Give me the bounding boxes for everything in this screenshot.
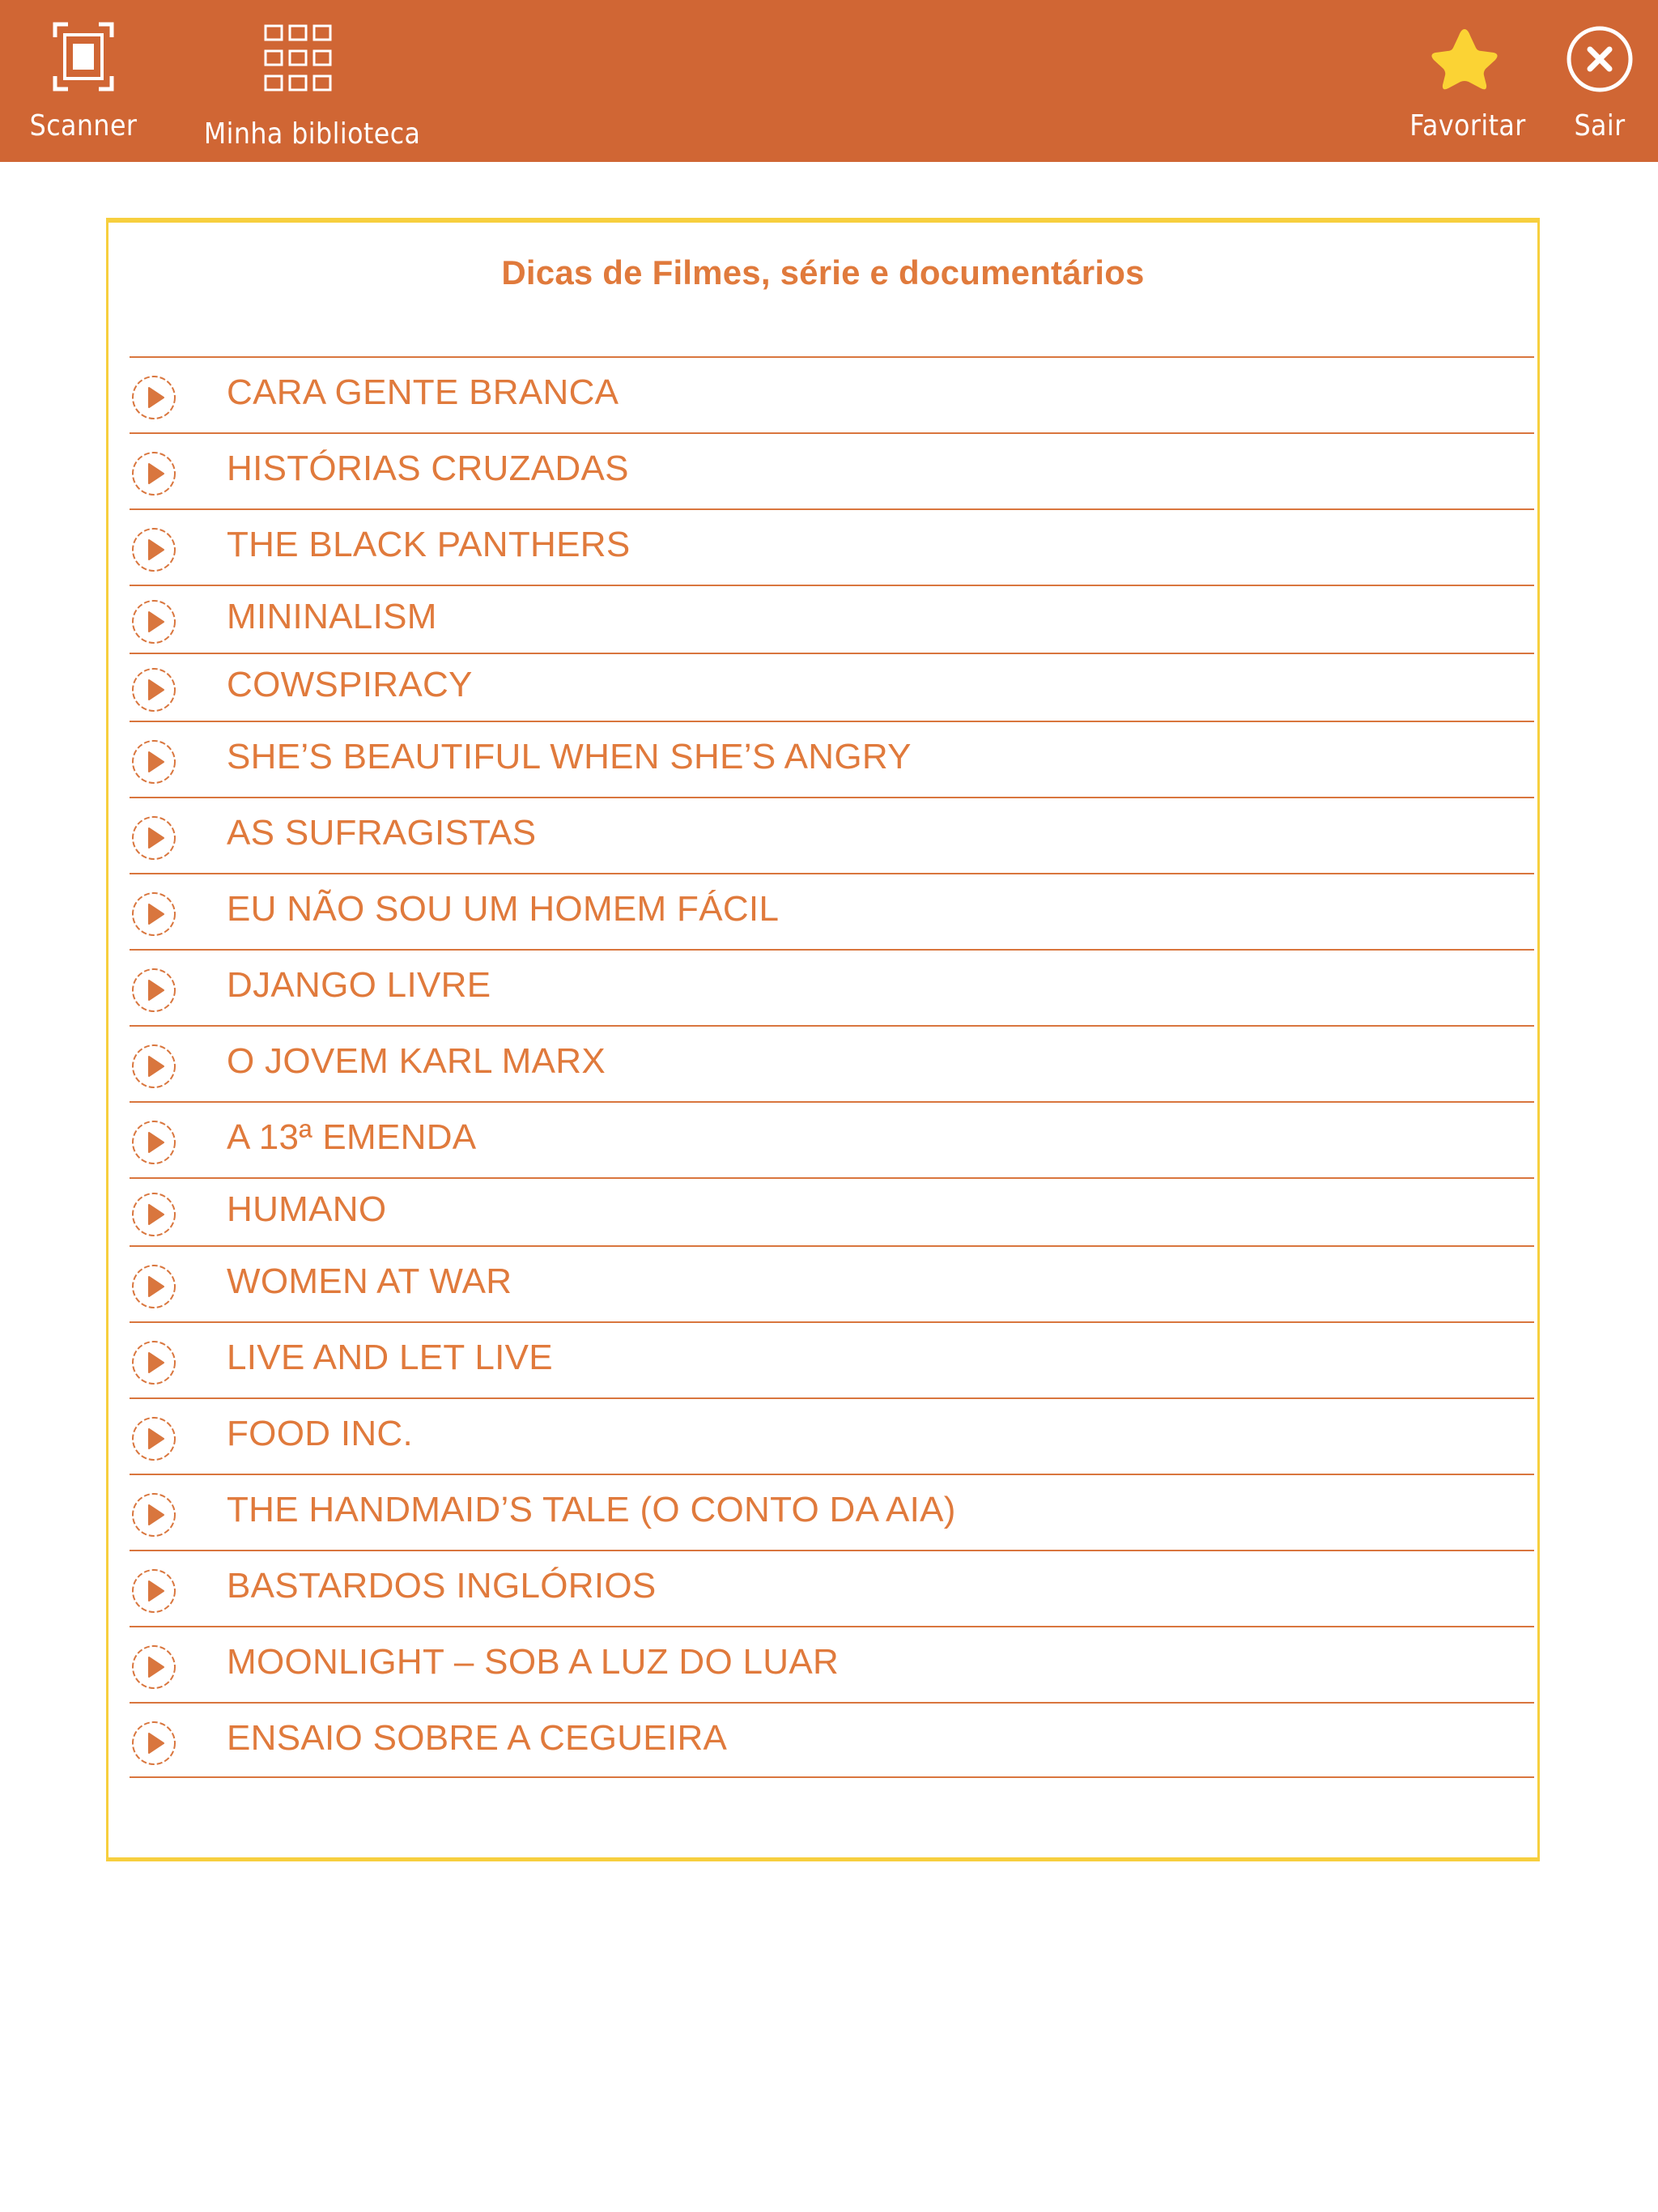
list-item-label: HUMANO	[227, 1189, 387, 1229]
list-item[interactable]	[130, 1321, 1534, 1397]
play-icon[interactable]	[131, 815, 176, 861]
play-icon[interactable]	[131, 1568, 176, 1614]
library-button[interactable]	[191, 0, 421, 162]
list-item[interactable]	[130, 873, 1534, 949]
play-icon[interactable]	[131, 1644, 176, 1690]
list-item[interactable]	[130, 1025, 1534, 1101]
favorite-label: Favoritar	[1409, 109, 1526, 143]
list-item-label: EU NÃO SOU UM HOMEM FÁCIL	[227, 889, 780, 929]
play-icon[interactable]	[131, 1492, 176, 1538]
list-item-label: COWSPIRACY	[227, 665, 473, 704]
grid-icon	[264, 24, 332, 96]
scanner-icon	[52, 21, 115, 96]
top-toolbar	[0, 0, 1658, 162]
play-icon[interactable]	[131, 1044, 176, 1089]
list-item-label: ENSAIO SOBRE A CEGUEIRA	[227, 1718, 728, 1758]
exit-label: Sair	[1574, 109, 1626, 143]
library-label: Minha biblioteca	[203, 117, 421, 151]
list-item-label: SHE’S BEAUTIFUL WHEN SHE’S ANGRY	[227, 737, 912, 776]
play-icon[interactable]	[131, 1340, 176, 1385]
list-item-label: MOONLIGHT – SOB A LUZ DO LUAR	[227, 1642, 840, 1682]
play-icon[interactable]	[131, 1264, 176, 1309]
play-icon[interactable]	[131, 1192, 176, 1237]
page-title: Dicas de Filmes, série e documentários	[501, 253, 1145, 291]
close-icon	[1565, 24, 1635, 98]
list-item[interactable]	[130, 1702, 1534, 1778]
list-item[interactable]	[130, 1397, 1534, 1474]
play-icon[interactable]	[131, 1721, 176, 1766]
list-item[interactable]	[130, 653, 1534, 721]
list-item-label: A 13ª EMENDA	[227, 1117, 477, 1157]
play-icon[interactable]	[131, 1120, 176, 1165]
list-item-label: THE BLACK PANTHERS	[227, 525, 631, 564]
list-item-label: BASTARDOS INGLÓRIOS	[227, 1566, 657, 1606]
list-item[interactable]	[130, 1626, 1534, 1702]
list-item[interactable]	[130, 432, 1534, 508]
exit-button[interactable]	[1545, 0, 1655, 162]
scanner-button[interactable]	[0, 0, 167, 162]
list-item-label: AS SUFRAGISTAS	[227, 813, 537, 853]
play-icon[interactable]	[131, 891, 176, 937]
list-item[interactable]	[130, 1101, 1534, 1177]
list-item[interactable]	[130, 1474, 1534, 1550]
list-item-label: FOOD INC.	[227, 1414, 414, 1453]
list-item[interactable]	[130, 1177, 1534, 1245]
list-item[interactable]	[130, 508, 1534, 585]
list-item[interactable]	[130, 949, 1534, 1025]
list-item[interactable]	[130, 797, 1534, 873]
play-icon[interactable]	[131, 739, 176, 785]
list-item[interactable]	[130, 1245, 1534, 1321]
film-list	[130, 356, 1534, 1778]
list-item[interactable]	[130, 585, 1534, 653]
list-item-label: O JOVEM KARL MARX	[227, 1041, 606, 1081]
list-item-label: MININALISM	[227, 597, 437, 636]
scanner-label: Scanner	[29, 109, 138, 143]
list-item[interactable]	[130, 721, 1534, 797]
play-icon[interactable]	[131, 375, 176, 420]
play-icon[interactable]	[131, 527, 176, 572]
play-icon[interactable]	[131, 451, 176, 496]
play-icon[interactable]	[131, 968, 176, 1013]
list-item-label: DJANGO LIVRE	[227, 965, 491, 1005]
star-icon	[1427, 26, 1502, 96]
list-item-label: LIVE AND LET LIVE	[227, 1338, 553, 1377]
list-item[interactable]	[130, 356, 1534, 432]
list-item-label: CARA GENTE BRANCA	[227, 372, 619, 412]
list-item-label: HISTÓRIAS CRUZADAS	[227, 449, 629, 488]
favorite-button[interactable]	[1402, 0, 1527, 162]
play-icon[interactable]	[131, 599, 176, 644]
list-item-label: WOMEN AT WAR	[227, 1261, 512, 1301]
list-item[interactable]	[130, 1550, 1534, 1626]
play-icon[interactable]	[131, 667, 176, 713]
list-item-label: THE HANDMAID’S TALE (O CONTO DA AIA)	[227, 1490, 956, 1529]
play-icon[interactable]	[131, 1416, 176, 1461]
